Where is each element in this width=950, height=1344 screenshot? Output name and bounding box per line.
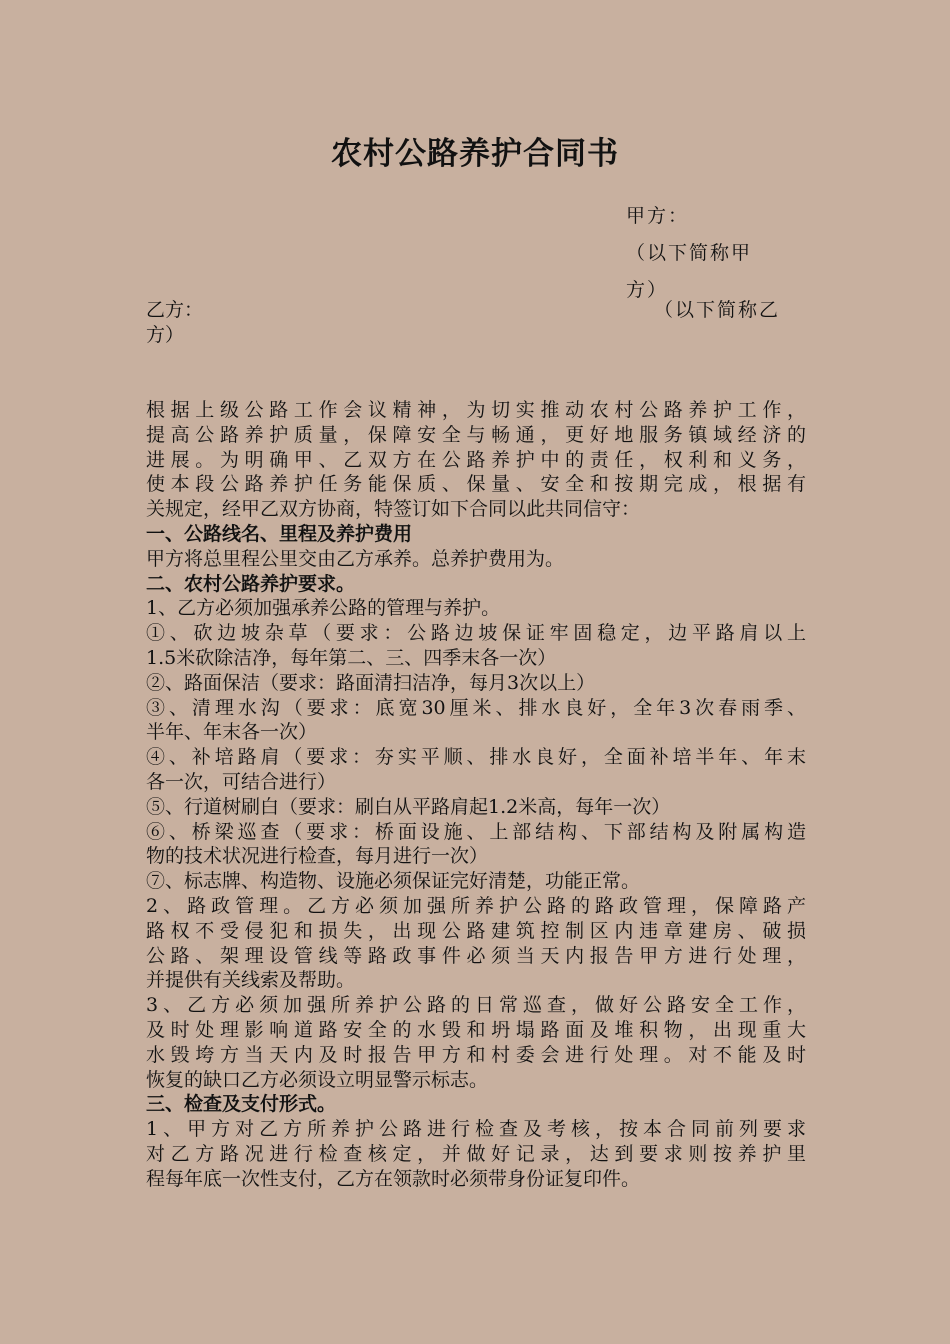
body-line: 进展。为明确甲、乙双方在公路养护中的责任，权利和义务，	[146, 448, 806, 471]
party-b-row	[146, 298, 806, 323]
body-line: 程每年底一次性支付，乙方在领款时必须带身份证复印件。	[146, 1167, 641, 1190]
party-a-label: 甲方：	[626, 205, 690, 227]
body-line: ②、路面保洁（要求：路面清扫洁净，每月3次以上）	[146, 671, 596, 694]
body-line: ④、补培路肩（要求：夯实平顺、排水良好，全面补培半年、年末	[146, 746, 806, 769]
body-line: 1、乙方必须加强承养公路的管理与养护。	[146, 597, 501, 620]
contract-body	[146, 398, 806, 1192]
body-line: 并提供有关线索及帮助。	[146, 969, 356, 992]
body-line: 1.5米砍除洁净，每年第二、三、四季末各一次）	[146, 646, 557, 669]
body-line: ⑤、行道树刷白（要求：刷白从平路肩起1.2米高，每年一次）	[146, 795, 671, 818]
party-a-block	[626, 198, 806, 309]
party-b-abbr-cont: 方）	[146, 324, 185, 346]
body-line: 关规定，经甲乙双方协商，特签订如下合同以此共同信守：	[146, 498, 641, 521]
body-line: 甲方将总里程公里交由乙方承养。总养护费用为。	[146, 547, 565, 570]
body-line: 半年、年末各一次）	[146, 721, 318, 744]
body-line: 3、乙方必须加强所养护公路的日常巡查，做好公路安全工作，	[146, 994, 806, 1017]
body-line: 物的技术状况进行检查，每月进行一次）	[146, 845, 489, 868]
body-line: 恢复的缺口乙方必须设立明显警示标志。	[146, 1068, 489, 1091]
body-line: ⑦、标志牌、构造物、设施必须保证完好清楚，功能正常。	[146, 870, 641, 893]
party-a-abbr-line2: 方）	[626, 279, 669, 301]
body-line: 公路、架理设管线等路政事件必须当天内报告甲方进行处理，	[146, 944, 806, 967]
party-b-block	[146, 298, 806, 348]
body-line: 各一次，可结合进行）	[146, 770, 337, 793]
body-line: 提高公路养护质量，保障安全与畅通，更好地服务镇域经济的	[146, 423, 806, 446]
body-line: 1、甲方对乙方所养护公路进行检查及考核，按本合同前列要求	[146, 1118, 806, 1141]
body-line: 及时处理影响道路安全的水毁和坍塌路面及堆积物，出现重大	[146, 1018, 806, 1041]
section-heading: 一、公路线名、里程及养护费用	[146, 522, 413, 545]
body-line: ⑥、桥梁巡查（要求：桥面设施、上部结构、下部结构及附属构造	[146, 820, 806, 843]
body-line: ①、砍边坡杂草（要求：公路边坡保证牢固稳定，边平路肩以上	[146, 622, 806, 645]
body-line: 对乙方路况进行检查核定，并做好记录，达到要求则按养护里	[146, 1142, 806, 1165]
party-a-abbr-line1: （以下简称甲	[626, 242, 753, 264]
body-line: 路权不受侵犯和损失，出现公路建筑控制区内违章建房、破损	[146, 919, 806, 942]
section-heading: 二、农村公路养护要求。	[146, 572, 356, 595]
party-b-label: 乙方：	[146, 299, 204, 321]
party-b-abbr: （以下简称乙	[653, 299, 780, 321]
body-line: 2、路政管理。乙方必须加强所养护公路的路政管理，保障路产	[146, 894, 806, 917]
section-heading: 三、检查及支付形式。	[146, 1093, 337, 1116]
body-line: 使本段公路养护任务能保质、保量、安全和按期完成，根据有	[146, 473, 806, 496]
body-line: 水毁垮方当天内及时报告甲方和村委会进行处理。对不能及时	[146, 1043, 806, 1066]
document-title: 农村公路养护合同书	[331, 136, 619, 172]
body-line: 根据上级公路工作会议精神，为切实推动农村公路养护工作，	[146, 399, 806, 421]
body-line: ③、清理水沟（要求：底宽30厘米、排水良好，全年3次春雨季、	[146, 696, 806, 719]
